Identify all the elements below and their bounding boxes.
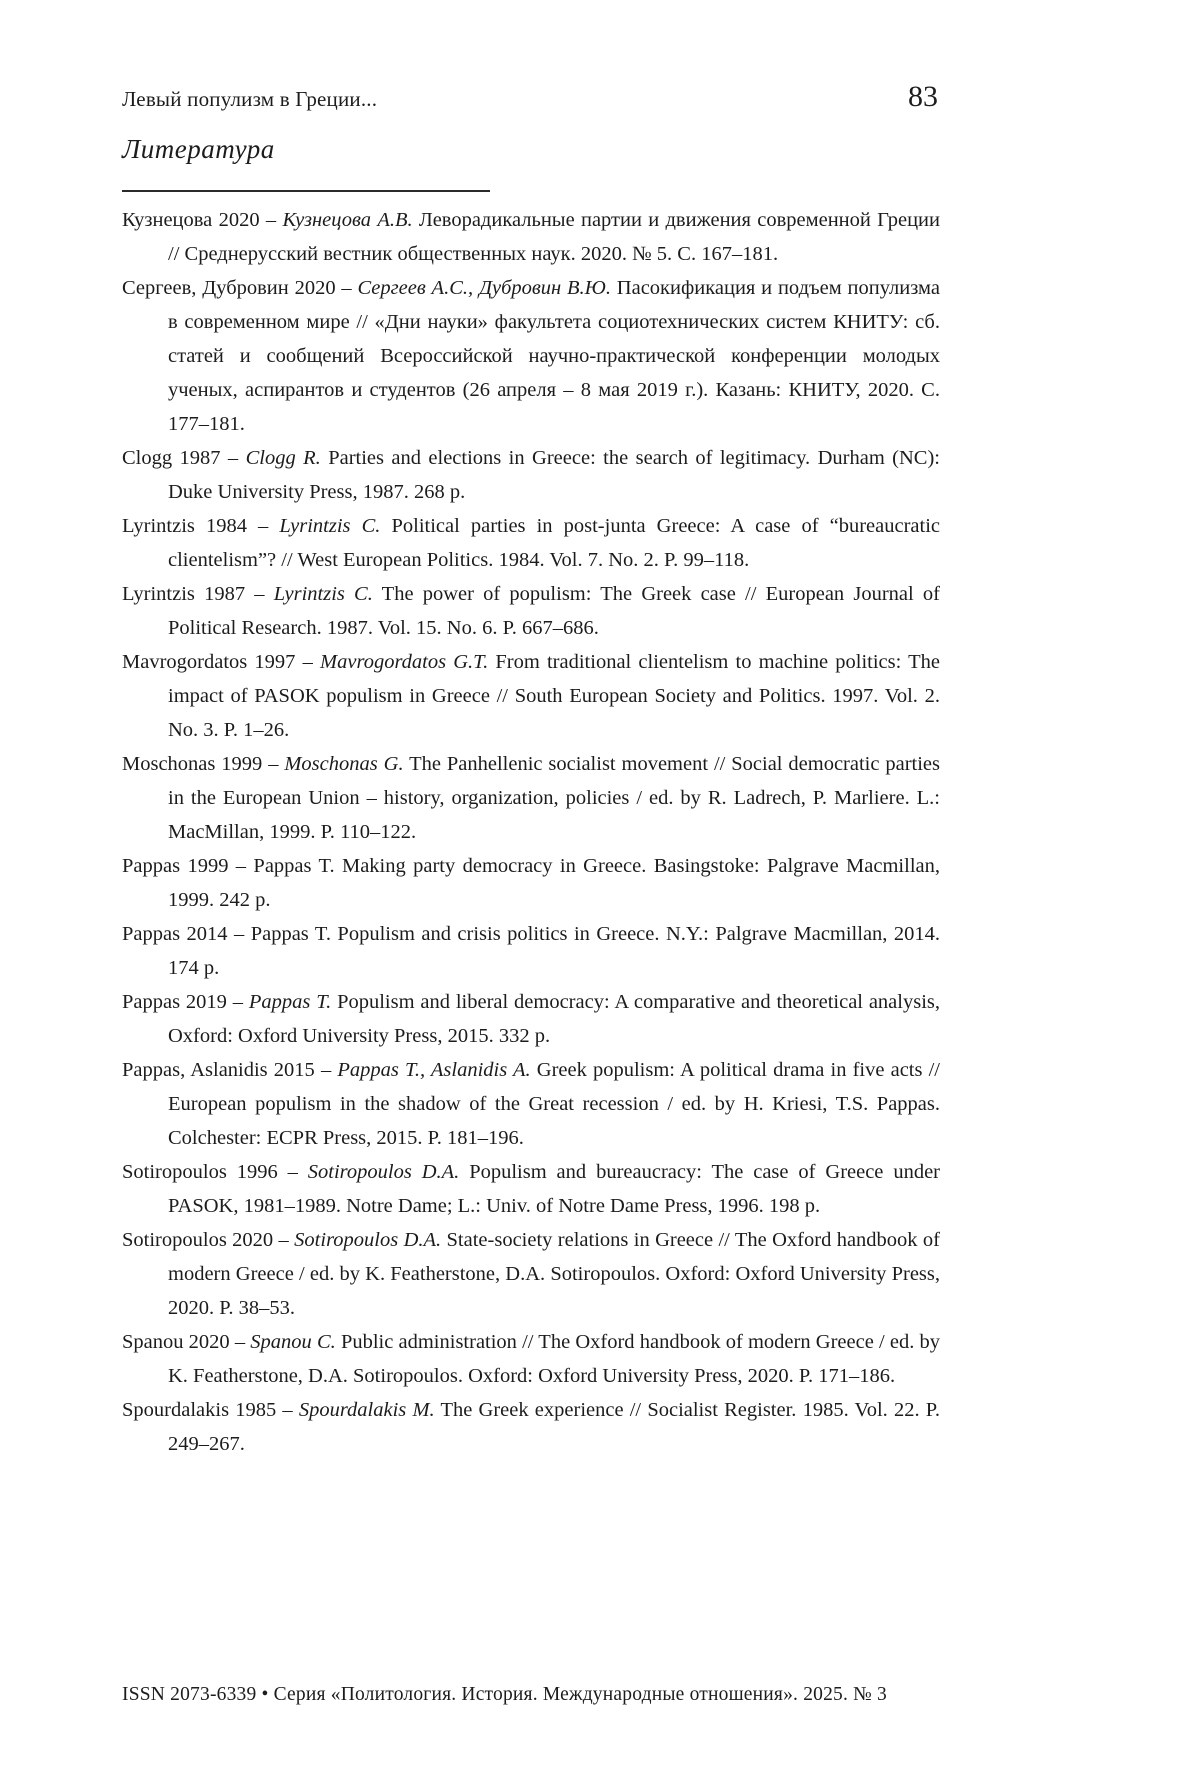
reference-entry [122, 577, 940, 645]
reference-text: Кузнецова 2020 – [122, 209, 283, 231]
reference-entry [122, 917, 940, 985]
reference-text: Sotiropoulos 2020 – [122, 1229, 295, 1251]
section-heading: Литература [122, 134, 275, 164]
reference-text: Moschonas 1999 – [122, 753, 285, 775]
reference-author: Mavrogordatos G.T. [320, 651, 489, 673]
reference-text: Greek populism: A political drama in five acts // European populism in the shadow of the Great recession / ed. by H. Kriesi, T.S. Pappas. Colchester: ECPR Press, 2015. P. 181–196. [168, 1059, 940, 1149]
reference-text: Mavrogordatos 1997 – [122, 651, 321, 673]
reference-author: Clogg R. [245, 447, 321, 469]
reference-author: Сергеев А.С., Дубровин В.Ю. [357, 277, 611, 299]
reference-entry [122, 747, 940, 849]
reference-text: Public administration // The Oxford handbook of modern Greece / ed. by K. Featherstone, D.A. Sotiropoulos. Oxford: Oxford University Press, 2020. P. 171–186. [168, 1331, 940, 1387]
reference-author: Sotiropoulos D.A. [307, 1161, 460, 1183]
reference-text: Clogg 1987 – [122, 447, 246, 469]
reference-text: Populism and bureaucracy: The case of Greece under PASOK, 1981–1989. Notre Dame; L.: Univ. of Notre Dame Press, 1996. 198 p. [168, 1161, 940, 1217]
reference-text: Pappas, Aslanidis 2015 – [122, 1059, 338, 1081]
heading-rule [122, 190, 490, 192]
reference-text: Pappas 2019 – [122, 991, 249, 1013]
reference-author: Spanou C. [250, 1331, 336, 1353]
reference-text: The Greek experience // Socialist Register. 1985. Vol. 22. P. 249–267. [168, 1399, 941, 1455]
reference-entry [122, 203, 940, 271]
reference-author: Spourdalakis M. [298, 1399, 435, 1421]
reference-text: Spanou 2020 – [122, 1331, 251, 1353]
reference-text: Political parties in post-junta Greece: A case of “bureaucratic clientelism”? // West European Politics. 1984. Vol. 7. No. 2. P. 99–118. [168, 515, 940, 571]
running-title: Левый популизм в Греции... [122, 87, 378, 111]
reference-text: The power of populism: The Greek case // European Journal of Political Research. 1987. Vol. 15. No. 6. P. 667–686. [168, 583, 940, 639]
reference-author: Кузнецова А.В. [282, 209, 413, 231]
reference-text: Lyrintzis 1984 – [122, 515, 280, 537]
reference-entry [122, 1325, 940, 1393]
reference-text: Populism and liberal democracy: A comparative and theoretical analysis, Oxford: Oxford University Press, 2015. 332 p. [168, 991, 941, 1047]
reference-entry [122, 985, 940, 1053]
reference-author: Pappas T., Aslanidis A. [337, 1059, 531, 1081]
reference-entry [122, 1155, 940, 1223]
reference-author: Moschonas G. [284, 753, 404, 775]
page-number: 83 [908, 80, 938, 113]
reference-text: State-society relations in Greece // The Oxford handbook of modern Greece / ed. by K. Featherstone, D.A. Sotiropoulos. Oxford: Oxford University Press, 2020. P. 38–53. [168, 1229, 940, 1319]
reference-entry [122, 645, 940, 747]
reference-text: Sotiropoulos 1996 – [122, 1161, 308, 1183]
reference-author: Pappas T. [248, 991, 332, 1013]
reference-entry [122, 849, 940, 917]
reference-text: Сергеев, Дубровин 2020 – [122, 277, 358, 299]
reference-text: Леворадикальные партии и движения современной Греции // Среднерусский вестник общественных наук. 2020. № 5. С. 167–181. [168, 209, 940, 265]
bibliography-list [122, 203, 940, 1461]
reference-entry [122, 441, 940, 509]
reference-entry [122, 509, 940, 577]
reference-text: Pappas 2014 – Pappas T. Populism and crisis politics in Greece. N.Y.: Palgrave Macmillan, 2014. 174 p. [122, 923, 940, 979]
reference-entry [122, 1053, 940, 1155]
reference-entry [122, 1223, 940, 1325]
reference-text: Parties and elections in Greece: the search of legitimacy. Durham (NC): Duke University Press, 1987. 268 p. [168, 447, 941, 503]
footer-issn-line: ISSN 2073-6339 • Серия «Политология. История. Международные отношения». 2025. № 3 [122, 1684, 887, 1705]
reference-text: Pappas 1999 – Pappas T. Making party democracy in Greece. Basingstoke: Palgrave Macmillan, 1999. 242 p. [122, 855, 940, 911]
reference-text: Spourdalakis 1985 – [122, 1399, 299, 1421]
reference-entry [122, 1393, 940, 1461]
reference-author: Lyrintzis C. [279, 515, 381, 537]
reference-author: Lyrintzis C. [273, 583, 373, 605]
reference-text: From traditional clientelism to machine politics: The impact of PASOK populism in Greece // South European Society and Politics. 1997. Vol. 2. No. 3. P. 1–26. [168, 651, 941, 741]
reference-author: Sotiropoulos D.A. [294, 1229, 442, 1251]
reference-text: Пасокификация и подъем популизма в современном мире // «Дни науки» факультета социотехнических систем КНИТУ: сб. статей и сообщений Всероссийской научно-практической конференции молодых ученых, аспирантов и студентов (26 апреля – 8 мая 2019 г.). Казань: КНИТУ, 2020. С. 177–181. [168, 277, 940, 435]
reference-text: The Panhellenic socialist movement // Social democratic parties in the European Union – history, organization, policies / ed. by R. Ladrech, P. Marliere. L.: MacMillan, 1999. P. 110–122. [168, 753, 941, 843]
reference-text: Lyrintzis 1987 – [122, 583, 274, 605]
running-header [122, 80, 938, 114]
reference-entry [122, 271, 940, 441]
